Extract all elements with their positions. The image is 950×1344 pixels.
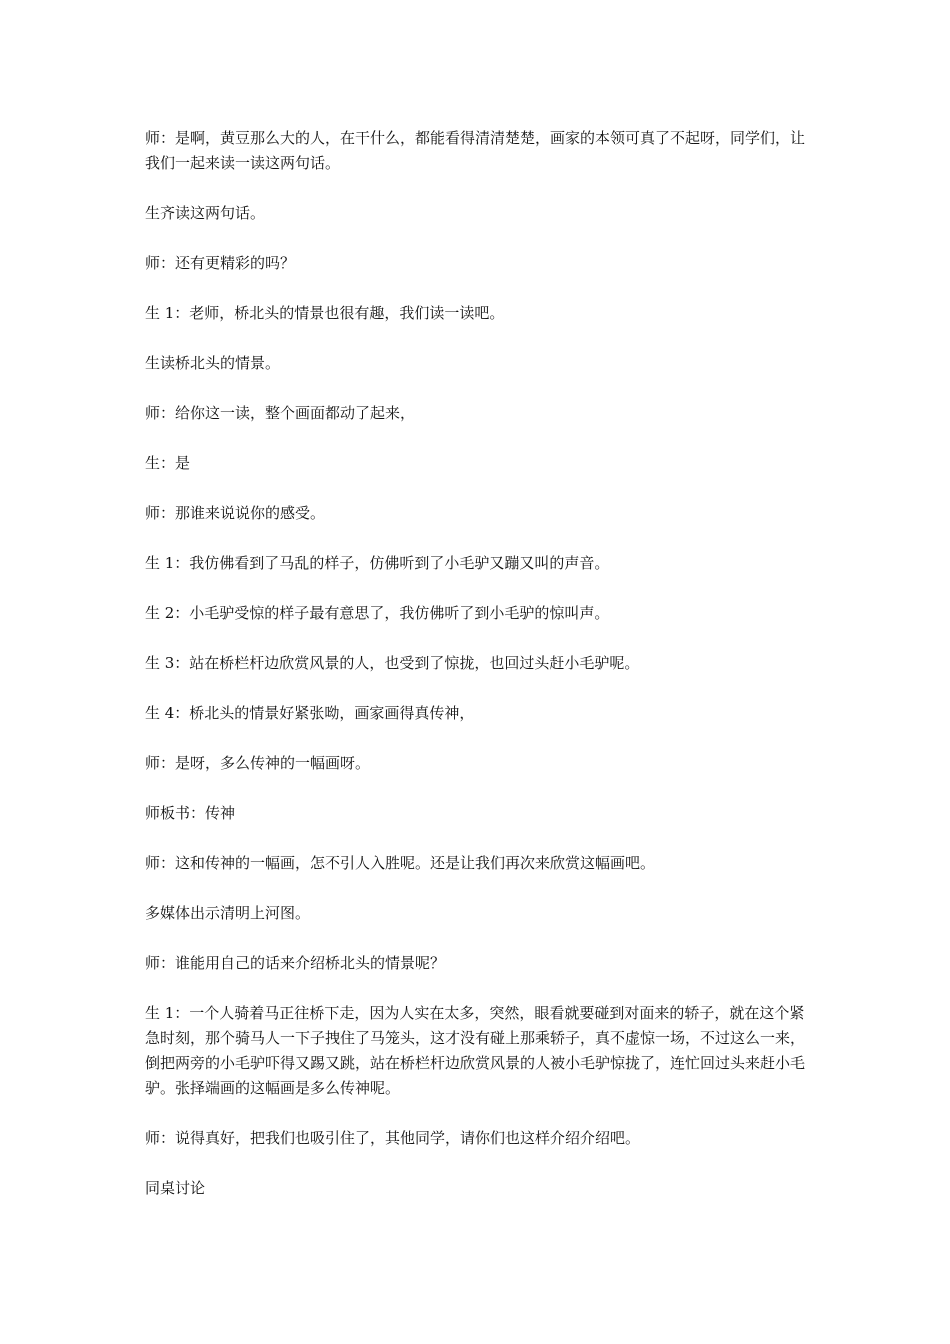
- paragraph-18: 生 1：一个人骑着马正往桥下走，因为人实在太多，突然，眼看就要碰到对面来的轿子，就在这个紧急时刻，那个骑马人一下子拽住了马笼头，这才没有碰上那乘轿子，真不虚惊一场，不过这么一来，倒把两旁的小毛驴吓得又踢又跳，站在桥栏杆边欣赏风景的人被小毛驴惊拢了，连忙回过头来赶小毛驴。张择端画的这幅画是多么传神呢。: [145, 1004, 806, 1097]
- paragraph-4: 生 1：老师，桥北头的情景也很有趣，我们读一读吧。: [145, 304, 505, 322]
- paragraph-9: 生 1：我仿佛看到了马乱的样子，仿佛听到了小毛驴又蹦又叫的声音。: [145, 554, 610, 572]
- paragraph-8: 师：那谁来说说你的感受。: [145, 504, 326, 522]
- document-page: [145, 126, 810, 1226]
- paragraph-1: 师：是啊，黄豆那么大的人，在干什么，都能看得清清楚楚，画家的本领可真了不起呀，同学们，让我们一起来读一读这两句话。: [145, 129, 806, 172]
- paragraph-13: 师：是呀，多么传神的一幅画呀。: [145, 754, 371, 772]
- paragraph-3: 师：还有更精彩的吗？: [145, 254, 296, 272]
- paragraph-19: 师：说得真好，把我们也吸引住了，其他同学，请你们也这样介绍介绍吧。: [145, 1129, 641, 1147]
- paragraph-6: 师：给你这一读，整个画面都动了起来，: [145, 404, 416, 422]
- paragraph-5: 生读桥北头的情景。: [145, 354, 281, 372]
- paragraph-11: 生 3：站在桥栏杆边欣赏风景的人，也受到了惊拢，也回过头赶小毛驴呢。: [145, 654, 640, 672]
- paragraph-16: 多媒体出示清明上河图。: [145, 904, 311, 922]
- paragraph-10: 生 2：小毛驴受惊的样子最有意思了，我仿佛听了到小毛驴的惊叫声。: [145, 604, 610, 622]
- paragraph-2: 生齐读这两句话。: [145, 204, 266, 222]
- paragraph-15: 师：这和传神的一幅画，怎不引人入胜呢。还是让我们再次来欣赏这幅画吧。: [145, 854, 656, 872]
- paragraph-14: 师板书：传神: [145, 804, 236, 822]
- paragraph-20: 同桌讨论: [145, 1179, 206, 1197]
- paragraph-17: 师：谁能用自己的话来介绍桥北头的情景呢？: [145, 954, 446, 972]
- paragraph-12: 生 4：桥北头的情景好紧张呦，画家画得真传神，: [145, 704, 475, 722]
- paragraph-7: 生：是: [145, 454, 191, 472]
